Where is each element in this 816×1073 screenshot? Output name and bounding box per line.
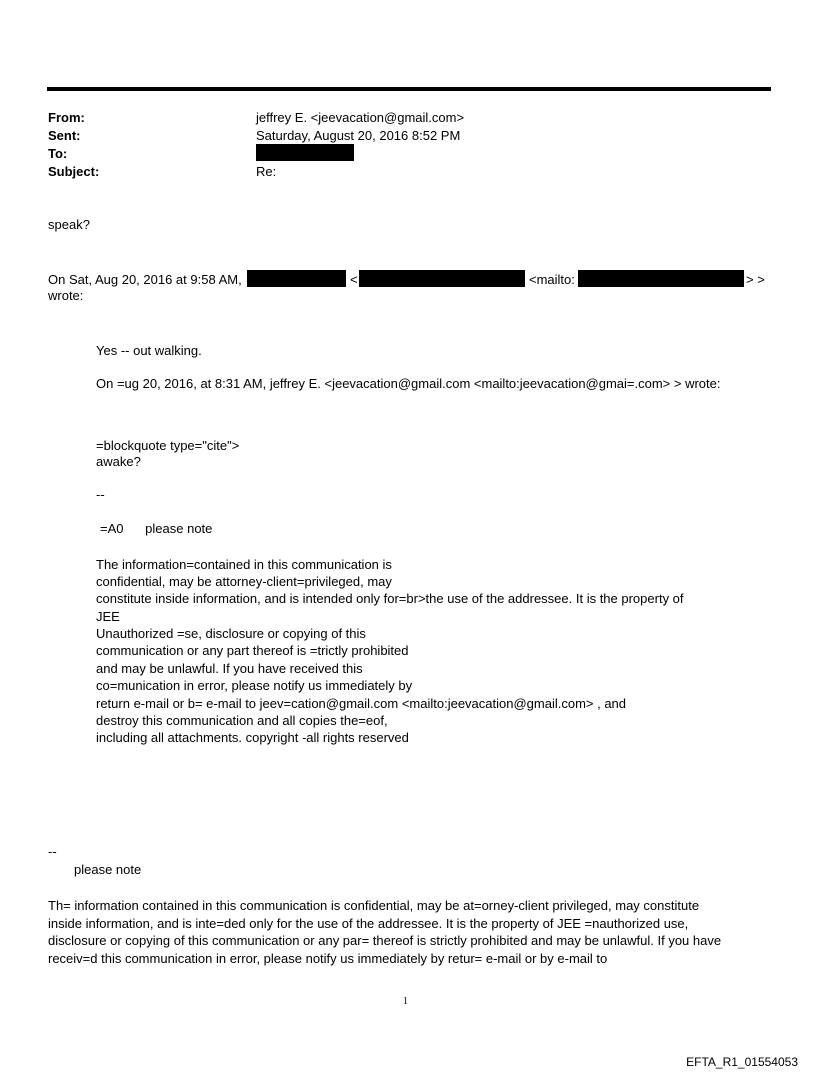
header-rule	[47, 87, 771, 91]
quote-awake: awake?	[96, 454, 141, 469]
signature-note: please note	[74, 862, 142, 877]
quote-disclaimer-6: communication or any part thereof is =trictly prohibited	[96, 643, 409, 658]
from-value: jeffrey E. <jeevacation@gmail.com>	[256, 110, 465, 125]
subject-value: Re:	[256, 164, 277, 179]
sent-value: Saturday, August 20, 2016 8:52 PM	[256, 128, 461, 143]
redaction-sender-email	[359, 270, 525, 287]
to-label: To:	[48, 146, 68, 161]
signature-dashes: --	[48, 844, 57, 859]
subject-row	[48, 163, 99, 181]
quote-disclaimer-11: including all attachments. copyright -all rights reserved	[96, 730, 409, 745]
reply-prefix: On Sat, Aug 20, 2016 at 9:58 AM,	[48, 272, 242, 287]
redaction-sender-name	[247, 270, 346, 287]
quote-dashes: --	[96, 487, 105, 502]
quote-disclaimer-3: constitute inside information, and is intended only for=br>the use of the addressee. It is the property of	[96, 591, 684, 606]
disclaimer-line-1: Th= information contained in this communication is confidential, may be at=orney-client privileged, may constitute	[48, 898, 700, 913]
quote-disclaimer-7: and may be unlawful. If you have received this	[96, 661, 363, 676]
subject-label: Subject:	[48, 164, 100, 179]
redaction-to	[256, 144, 354, 161]
disclaimer-line-4: receiv=d this communication in error, please notify us immediately by retur= e-mail or by e-mail to	[48, 951, 608, 966]
mailto-prefix: <mailto:	[529, 272, 575, 287]
quote-disclaimer-2: confidential, may be attorney-client=privileged, may	[96, 574, 392, 589]
redaction-mailto	[578, 270, 744, 287]
quote-header: On =ug 20, 2016, at 8:31 AM, jeffrey E. <jeevacation@gmail.com <mailto:jeevacation@gmai=.com> > wrote:	[96, 376, 721, 391]
disclaimer-line-2: inside information, and is inte=ded only for the use of the addressee. It is the property of JEE =nauthorized use,	[48, 916, 689, 931]
quote-disclaimer-5: Unauthorized =se, disclosure or copying of this	[96, 626, 366, 641]
quote-disclaimer-9: return e-mail or b= e-mail to jeev=cation@gmail.com <mailto:jeevacation@gmail.com> , and	[96, 696, 627, 711]
sent-row	[48, 127, 81, 145]
quote-disclaimer-8: co=munication in error, please notify us immediately by	[96, 678, 413, 693]
to-row	[48, 145, 67, 163]
disclaimer-line-3: disclosure or copying of this communication or any par= thereof is strictly prohibited and may be unlawful. If you have	[48, 933, 722, 948]
wrote-line: wrote:	[48, 288, 84, 303]
gt-symbols: > >	[746, 272, 765, 287]
page-number: 1	[403, 996, 408, 1007]
body-speak: speak?	[48, 217, 90, 232]
blockquote-tag: =blockquote type="cite">	[96, 438, 240, 453]
quote-note: =A0 please note	[100, 521, 213, 536]
quote-disclaimer-10: destroy this communication and all copies the=eof,	[96, 713, 388, 728]
from-row	[48, 109, 85, 127]
footer-doc-id: EFTA_R1_01554053	[686, 1055, 798, 1069]
sent-label: Sent:	[48, 128, 81, 143]
reply-yes: Yes -- out walking.	[96, 343, 202, 358]
from-label: From:	[48, 110, 85, 125]
quote-disclaimer-4: JEE	[96, 609, 120, 624]
quote-disclaimer-1: The information=contained in this communication is	[96, 557, 392, 572]
lt-symbol: <	[350, 272, 358, 287]
